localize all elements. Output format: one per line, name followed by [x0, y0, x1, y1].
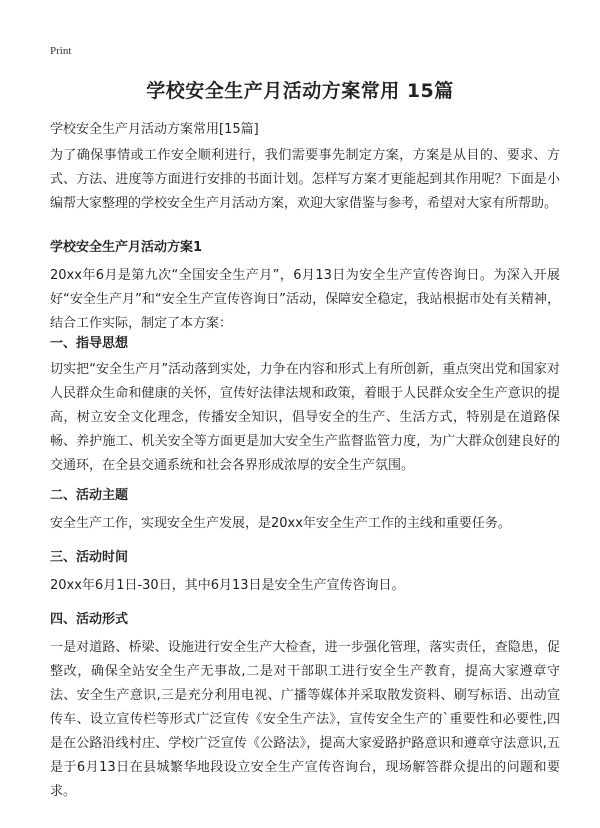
section-heading-theme: 二、活动主题 [50, 488, 129, 503]
section-body-format: 一是对道路、桥梁、设施进行安全生产大检查，进一步强化管理，落实责任，查隐患，促整改，确保全站安全生产无事故,二是对干部职工进行安全生产教育，提高大家遵章守法、安全生产意识,三是充分利用电视、广播等媒体并采取散发资料、刷写标语、出动宣传车、设立宣传栏等形式广泛宣传《安全生产法》，宣传安全生产的`重要性和必要性,四是在公路沿线村庄、学校广泛宣传《公路法》，提高大家爱路护路意识和遵章守法意识,五是于6月13日在县城繁华地段设立安全生产宣传咨询台，现场解答群众提出的问题和要求。 [50, 640, 560, 799]
section-body-theme: 安全生产工作，实现安全生产发展，是20xx年安全生产工作的主线和重要任务。 [50, 516, 511, 531]
section-body-time: 20xx年6月1日-30日，其中6月13日是安全生产宣传咨询日。 [50, 578, 405, 593]
intro-paragraph: 为了确保事情或工作安全顺利进行，我们需要事先制定方案，方案是从目的、要求、方式、方法、进度等方面进行安排的书面计划。怎样写方案才更能起到其作用呢？下面是小编帮大家整理的学校安全生产月活动方案，欢迎大家借鉴与参考，希望对大家有所帮助。 [50, 148, 560, 211]
document-subtitle: 学校安全生产月活动方案常用[15篇] [50, 122, 259, 137]
plan-heading: 学校安全生产月活动方案1 [50, 240, 203, 255]
document-title: 学校安全生产月活动方案常用 15篇 [146, 80, 454, 102]
section-body-guiding-principle: 切实把“安全生产月”活动落到实处，力争在内容和形式上有所创新，重点突出党和国家对人民群众生命和健康的关怀，宣传好法律法规和政策，着眼于人民群众安全生产意识的提高，树立安全文化理念，传播安全知识，倡导安全的生产、生活方式，特别是在道路保畅、养护施工、机关安全等方面更是加大安全生产监督监管力度，为广大群众创建良好的交通环，在全县交通系统和社会各界形成浓厚的安全生产氛围。 [50, 362, 560, 473]
plan-intro-paragraph: 20xx年6月是第九次“全国安全生产月”，6月13日为安全生产宣传咨询日。为深入开展好“安全生产月”和“安全生产宣传咨询日”活动，保障安全稳定，我站根据市处有关精神，结合工作实际，制定了本方案： [50, 268, 560, 331]
print-label[interactable]: Print [50, 45, 72, 57]
section-heading-format: 四、活动形式 [50, 612, 129, 627]
section-heading-time: 三、活动时间 [50, 550, 129, 565]
section-heading-guiding-principle: 一、指导思想 [50, 336, 129, 351]
